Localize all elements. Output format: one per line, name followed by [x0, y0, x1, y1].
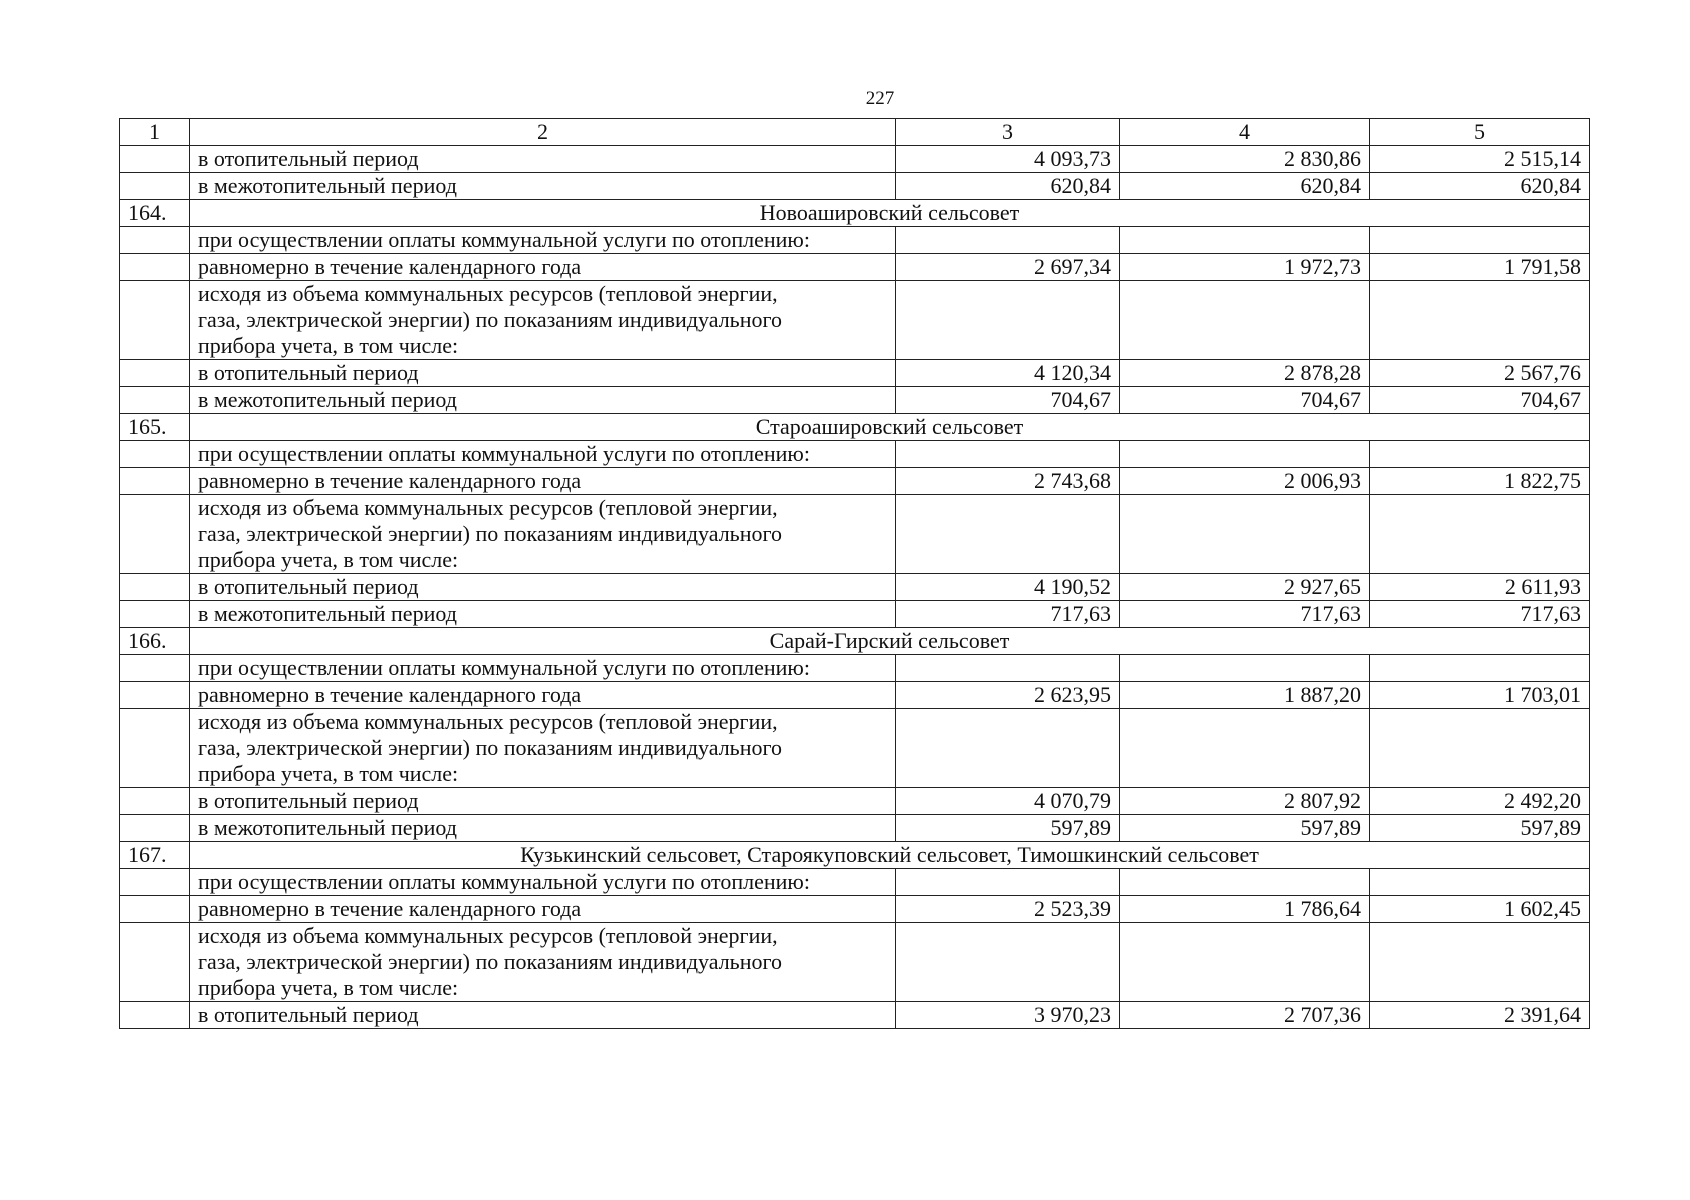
row-number-cell	[120, 574, 190, 601]
value-col-5: 597,89	[1370, 815, 1590, 842]
row-label: в межотопительный период	[190, 815, 896, 842]
row-number-cell	[120, 788, 190, 815]
value-col-5: 1 602,45	[1370, 896, 1590, 923]
row-number-cell	[120, 387, 190, 414]
value-col-5: 2 492,20	[1370, 788, 1590, 815]
value-col-4	[1120, 869, 1370, 896]
value-col-4: 2 830,86	[1120, 146, 1370, 173]
row-label: в отопительный период	[190, 1002, 896, 1029]
value-col-5: 2 515,14	[1370, 146, 1590, 173]
row-label: в отопительный период	[190, 360, 896, 387]
value-col-5: 704,67	[1370, 387, 1590, 414]
row-label: исходя из объема коммунальных ресурсов (тепловой энергии, газа, электрической энергии) по показаниям индивидуального прибора учета, в том числе:	[190, 923, 896, 1002]
row-number-cell	[120, 281, 190, 360]
value-col-5	[1370, 281, 1590, 360]
row-number-cell	[120, 1002, 190, 1029]
row-label: в межотопительный период	[190, 601, 896, 628]
value-col-5: 717,63	[1370, 601, 1590, 628]
value-col-3: 2 623,95	[896, 682, 1120, 709]
tariff-table	[119, 118, 1590, 1029]
value-col-4	[1120, 441, 1370, 468]
row-label: при осуществлении оплаты коммунальной услуги по отоплению:	[190, 869, 896, 896]
table-row	[120, 574, 1590, 601]
value-col-3: 597,89	[896, 815, 1120, 842]
value-col-4: 620,84	[1120, 173, 1370, 200]
value-col-4	[1120, 281, 1370, 360]
value-col-3: 2 697,34	[896, 254, 1120, 281]
table-row	[120, 254, 1590, 281]
row-label: при осуществлении оплаты коммунальной услуги по отоплению:	[190, 227, 896, 254]
value-col-4	[1120, 227, 1370, 254]
row-label: исходя из объема коммунальных ресурсов (тепловой энергии, газа, электрической энергии) по показаниям индивидуального прибора учета, в том числе:	[190, 281, 896, 360]
value-col-5	[1370, 869, 1590, 896]
row-label: в межотопительный период	[190, 387, 896, 414]
row-number-cell	[120, 360, 190, 387]
section-title: Староашировский сельсовет	[190, 414, 1590, 441]
section-row	[120, 842, 1590, 869]
row-number-cell	[120, 655, 190, 682]
value-col-4	[1120, 495, 1370, 574]
value-col-4: 2 878,28	[1120, 360, 1370, 387]
row-label: при осуществлении оплаты коммунальной услуги по отоплению:	[190, 441, 896, 468]
table-row	[120, 682, 1590, 709]
value-col-3: 4 070,79	[896, 788, 1120, 815]
row-label: в отопительный период	[190, 146, 896, 173]
value-col-5	[1370, 923, 1590, 1002]
value-col-3: 4 093,73	[896, 146, 1120, 173]
value-col-3	[896, 441, 1120, 468]
section-number: 164.	[120, 200, 190, 227]
value-col-4: 2 927,65	[1120, 574, 1370, 601]
value-col-3: 620,84	[896, 173, 1120, 200]
value-col-3	[896, 923, 1120, 1002]
value-col-3: 717,63	[896, 601, 1120, 628]
table-row	[120, 441, 1590, 468]
value-col-5	[1370, 441, 1590, 468]
value-col-3: 3 970,23	[896, 1002, 1120, 1029]
value-col-4: 1 972,73	[1120, 254, 1370, 281]
row-label: равномерно в течение календарного года	[190, 682, 896, 709]
value-col-3	[896, 655, 1120, 682]
value-col-5: 2 567,76	[1370, 360, 1590, 387]
section-row	[120, 628, 1590, 655]
table-row	[120, 1002, 1590, 1029]
row-label: исходя из объема коммунальных ресурсов (тепловой энергии, газа, электрической энергии) по показаниям индивидуального прибора учета, в том числе:	[190, 709, 896, 788]
header-cell-1: 1	[120, 119, 190, 146]
row-label: равномерно в течение календарного года	[190, 254, 896, 281]
value-col-4: 2 807,92	[1120, 788, 1370, 815]
row-label: равномерно в течение календарного года	[190, 468, 896, 495]
value-col-4: 2 707,36	[1120, 1002, 1370, 1029]
table-row	[120, 146, 1590, 173]
value-col-4: 1 887,20	[1120, 682, 1370, 709]
page-number: 227	[865, 88, 895, 109]
row-number-cell	[120, 146, 190, 173]
value-col-4: 1 786,64	[1120, 896, 1370, 923]
value-col-4: 597,89	[1120, 815, 1370, 842]
value-col-3: 704,67	[896, 387, 1120, 414]
value-col-5: 1 791,58	[1370, 254, 1590, 281]
value-col-5: 1 703,01	[1370, 682, 1590, 709]
value-col-4	[1120, 923, 1370, 1002]
header-cell-4: 4	[1120, 119, 1370, 146]
row-label: в отопительный период	[190, 788, 896, 815]
value-col-4: 717,63	[1120, 601, 1370, 628]
row-label: исходя из объема коммунальных ресурсов (тепловой энергии, газа, электрической энергии) по показаниям индивидуального прибора учета, в том числе:	[190, 495, 896, 574]
table-row	[120, 360, 1590, 387]
section-number: 166.	[120, 628, 190, 655]
row-number-cell	[120, 815, 190, 842]
value-col-3: 2 523,39	[896, 896, 1120, 923]
row-number-cell	[120, 682, 190, 709]
table-row-multiline	[120, 495, 1590, 574]
value-col-3	[896, 709, 1120, 788]
section-row	[120, 200, 1590, 227]
header-cell-2: 2	[190, 119, 896, 146]
row-label: в отопительный период	[190, 574, 896, 601]
row-label: равномерно в течение календарного года	[190, 896, 896, 923]
section-number: 165.	[120, 414, 190, 441]
row-number-cell	[120, 709, 190, 788]
value-col-3	[896, 227, 1120, 254]
row-number-cell	[120, 896, 190, 923]
row-number-cell	[120, 601, 190, 628]
value-col-5	[1370, 227, 1590, 254]
table-row	[120, 468, 1590, 495]
value-col-3	[896, 869, 1120, 896]
section-row	[120, 414, 1590, 441]
section-title: Кузькинский сельсовет, Староякуповский сельсовет, Тимошкинский сельсовет	[190, 842, 1590, 869]
section-title: Новоашировский сельсовет	[190, 200, 1590, 227]
row-number-cell	[120, 468, 190, 495]
value-col-5	[1370, 655, 1590, 682]
table-row	[120, 387, 1590, 414]
value-col-4	[1120, 709, 1370, 788]
table-row-multiline	[120, 281, 1590, 360]
header-cell-5: 5	[1370, 119, 1590, 146]
value-col-3: 2 743,68	[896, 468, 1120, 495]
row-number-cell	[120, 254, 190, 281]
table-row	[120, 227, 1590, 254]
row-label: при осуществлении оплаты коммунальной услуги по отоплению:	[190, 655, 896, 682]
section-number: 167.	[120, 842, 190, 869]
row-number-cell	[120, 495, 190, 574]
table-row	[120, 815, 1590, 842]
value-col-5: 620,84	[1370, 173, 1590, 200]
table-row	[120, 869, 1590, 896]
value-col-5: 1 822,75	[1370, 468, 1590, 495]
row-number-cell	[120, 173, 190, 200]
header-row	[120, 119, 1590, 146]
value-col-4	[1120, 655, 1370, 682]
header-cell-3: 3	[896, 119, 1120, 146]
row-number-cell	[120, 227, 190, 254]
table-row	[120, 601, 1590, 628]
table-row-multiline	[120, 709, 1590, 788]
value-col-5: 2 391,64	[1370, 1002, 1590, 1029]
value-col-3	[896, 495, 1120, 574]
value-col-5	[1370, 709, 1590, 788]
value-col-3	[896, 281, 1120, 360]
value-col-4: 704,67	[1120, 387, 1370, 414]
row-number-cell	[120, 441, 190, 468]
section-title: Сарай-Гирский сельсовет	[190, 628, 1590, 655]
table-row	[120, 655, 1590, 682]
table-row	[120, 788, 1590, 815]
table-row-multiline	[120, 923, 1590, 1002]
table-row	[120, 173, 1590, 200]
value-col-5: 2 611,93	[1370, 574, 1590, 601]
row-label: в межотопительный период	[190, 173, 896, 200]
table-row	[120, 896, 1590, 923]
value-col-4: 2 006,93	[1120, 468, 1370, 495]
value-col-5	[1370, 495, 1590, 574]
row-number-cell	[120, 869, 190, 896]
value-col-3: 4 120,34	[896, 360, 1120, 387]
row-number-cell	[120, 923, 190, 1002]
table-body	[120, 119, 1590, 1029]
value-col-3: 4 190,52	[896, 574, 1120, 601]
